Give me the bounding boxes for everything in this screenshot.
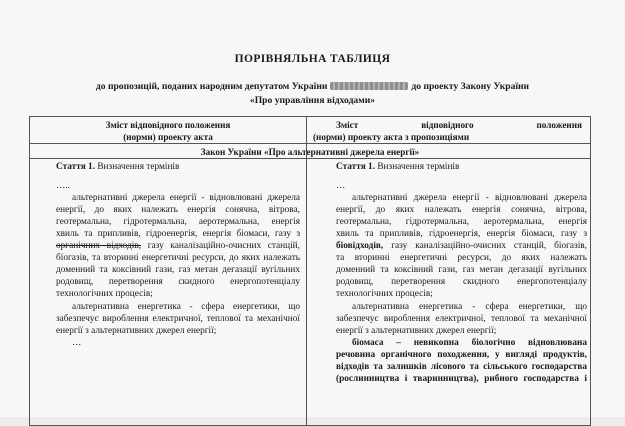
right-text-line: [336, 240, 587, 252]
left-text-line: альтернативна енергетика - сфера енергетики, що: [72, 301, 300, 312]
left-text-line: технологічних процесів;: [56, 289, 153, 300]
document-subtitle: [0, 80, 625, 108]
struck-text: органічних відходів,: [56, 241, 142, 252]
left-ellipsis-top: …..: [56, 181, 70, 192]
left-text-line: альтернативні джерела енергії - відновлювані джерела: [72, 193, 300, 204]
right-text-line: технологічних процесів;: [336, 289, 433, 300]
subtitle-after: до проекту Закону України: [411, 81, 530, 92]
right-text-line: хвиль та припливів, гідроенергія, енергія біомаси, газу з: [336, 229, 587, 240]
left-header-line-2: (норми) проекту акта: [123, 132, 213, 142]
right-header-line-1: [307, 119, 590, 131]
left-article-name: Визначення термінів: [97, 162, 180, 172]
right-article-heading: [336, 161, 587, 173]
subtitle-before: до пропозицій, поданих народним депутатом України: [95, 81, 328, 92]
right-text-line: доменний та коксівний гази, газ метан дегазації вугільних: [336, 265, 587, 276]
right-article-number: Стаття 1.: [336, 162, 376, 172]
left-header-line-1: Зміст відповідного положення: [105, 120, 231, 130]
left-column-content: [56, 161, 300, 349]
left-article-heading: [56, 161, 300, 173]
right-bold-line: відходів та залишків лісового та сільського господарства: [336, 361, 587, 372]
right-text-line: та вторинні енергетичні ресурси, до яких належать: [336, 253, 587, 264]
left-text-line: [56, 240, 300, 252]
right-bold-line: (рослинництва і тваринництва), рибного господарства і: [336, 373, 587, 384]
added-bold-text: біовідходів,: [336, 241, 384, 252]
left-text-line: енергії з альтернативних джерел енергії;: [56, 325, 217, 336]
redacted-name: [330, 82, 408, 90]
right-column-content: [336, 161, 587, 385]
left-text-line: енергії, до яких належать енергія сонячна, вітрова,: [56, 205, 300, 216]
left-text-line: геотермальна, гідротермальна, аеротермальна, енергія: [56, 217, 300, 228]
right-text-line: енергії з альтернативних джерел енергії;: [336, 325, 497, 336]
right-bold-line: речовина органічного походження, у вигляді продуктів,: [336, 349, 587, 360]
header-divider: [30, 143, 590, 144]
right-header-line-2: (норми) проекту акта з пропозиціями: [313, 132, 470, 142]
right-header-word-2: відповідного: [421, 120, 474, 130]
left-text-line: біогазів, та вторинні енергетичні ресурси, до яких належать: [56, 253, 300, 264]
right-text-line: родовищ, перетворення скидного енергопотенціалу: [336, 277, 587, 288]
law-title-divider: [30, 158, 590, 159]
right-header-word-3: положення: [536, 120, 582, 130]
left-text-line: забезпечує вироблення електричної, теплової та механічної: [56, 313, 300, 324]
subtitle-line-1: [0, 80, 625, 94]
right-column-header: [307, 119, 590, 143]
left-text-line: доменний та коксівний гази, газ метан дегазації вугільних: [56, 265, 300, 276]
spacer: [336, 173, 587, 180]
left-ellipsis-bottom: …: [72, 337, 82, 348]
right-text-line: альтернативні джерела енергії - відновлювані джерела: [352, 193, 587, 204]
right-bold-line: біомаса – невикопна біологічно відновлювана: [352, 337, 587, 348]
comparison-table: [29, 116, 591, 426]
right-article-name: Визначення термінів: [377, 162, 460, 172]
left-column-header: [30, 119, 306, 143]
right-header-word-1: Зміст: [336, 120, 359, 130]
right-text-fragment: газу каналізаційно-очисних станцій, біогазів,: [391, 241, 587, 252]
spacer: [56, 173, 300, 180]
right-text-line: забезпечує вироблення електричної, теплової та механічної: [336, 313, 587, 324]
left-text-fragment: газу каналізаційно-очисних станцій,: [147, 241, 300, 252]
subtitle-line-2: «Про управління відходами»: [249, 95, 376, 106]
left-text-line: родовищ, перетворення скидного енергопотенціалу: [56, 277, 300, 288]
law-title-row: Закон України «Про альтернативні джерела енергії»: [200, 147, 420, 157]
right-text-line: енергії, до яких належать енергія сонячна, вітрова,: [336, 205, 587, 216]
right-ellipsis-top: …: [336, 181, 346, 192]
document-title: ПОРІВНЯЛЬНА ТАБЛИЦЯ: [234, 53, 391, 65]
right-text-line: геотермальна, гідротермальна, аеротермальна, енергія: [336, 217, 587, 228]
left-text-line: хвиль та припливів, гідроенергія, енергія біомаси, газу з: [56, 229, 300, 240]
left-article-number: Стаття 1.: [56, 162, 96, 172]
right-text-line: альтернативна енергетика - сфера енергетики, що: [352, 301, 587, 312]
column-divider: [306, 117, 307, 425]
